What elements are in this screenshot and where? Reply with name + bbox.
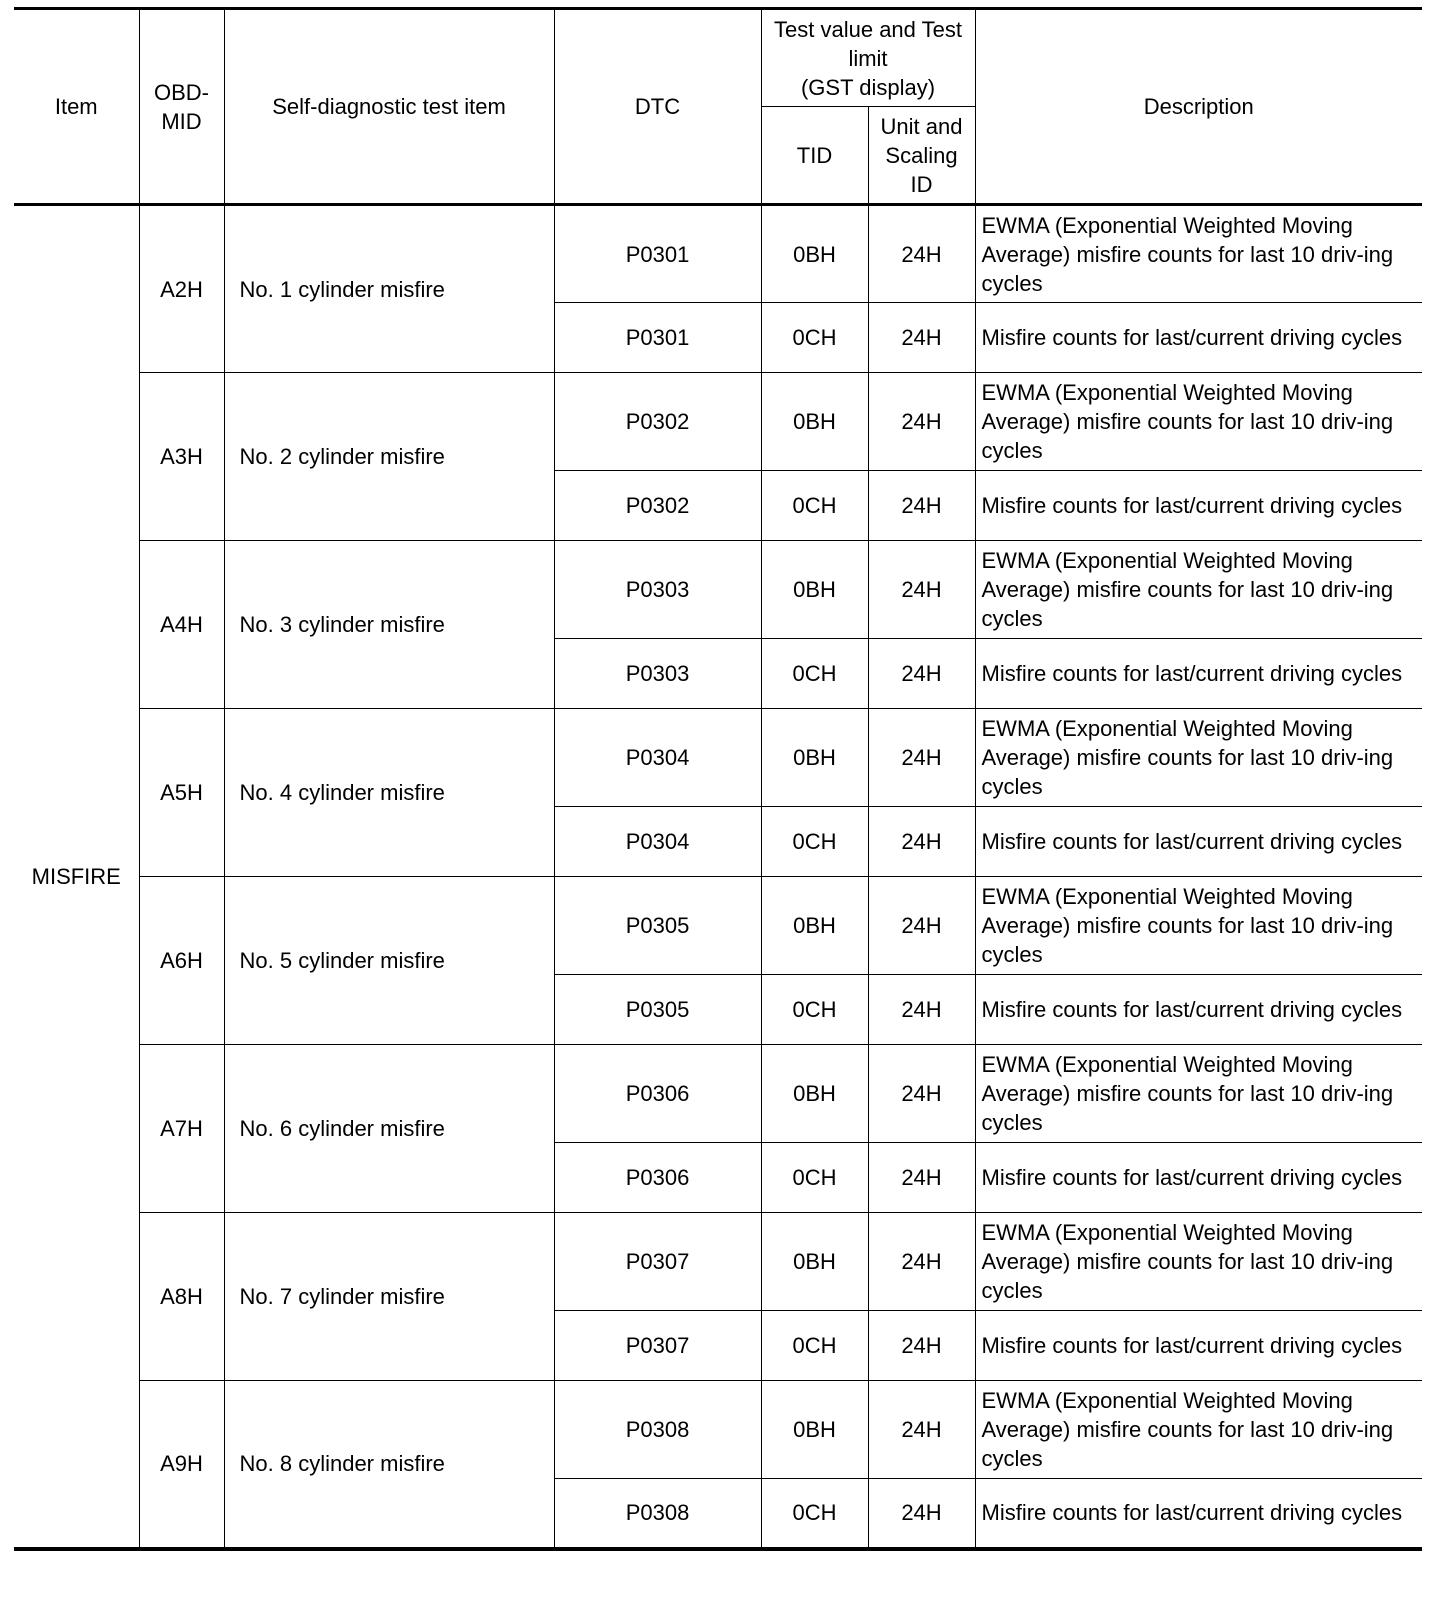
description-cell: EWMA (Exponential Weighted Moving Average) misfire counts for last 10 driv-ing cycles [975, 709, 1422, 807]
unit-scaling-cell: 24H [868, 807, 975, 877]
test-item-cell: No. 1 cylinder misfire [224, 205, 554, 373]
unit-scaling-cell: 24H [868, 975, 975, 1045]
unit-scaling-cell: 24H [868, 471, 975, 541]
table-row [14, 1045, 1422, 1143]
dtc-cell: P0305 [554, 975, 761, 1045]
item-cell: MISFIRE [14, 205, 139, 1549]
tid-cell: 0BH [761, 1213, 868, 1311]
header-item: Item [14, 9, 139, 205]
header-unit-scaling: Unit and Scaling ID [868, 107, 975, 205]
dtc-cell: P0301 [554, 303, 761, 373]
tid-cell: 0CH [761, 1311, 868, 1381]
test-item-cell: No. 3 cylinder misfire [224, 541, 554, 709]
dtc-cell: P0308 [554, 1381, 761, 1479]
description-cell: EWMA (Exponential Weighted Moving Average) misfire counts for last 10 driv-ing cycles [975, 541, 1422, 639]
dtc-cell: P0307 [554, 1213, 761, 1311]
table-row [14, 205, 1422, 303]
description-cell: EWMA (Exponential Weighted Moving Average) misfire counts for last 10 driv-ing cycles [975, 877, 1422, 975]
description-cell: Misfire counts for last/current driving cycles [975, 471, 1422, 541]
tid-cell: 0CH [761, 807, 868, 877]
unit-scaling-cell: 24H [868, 1143, 975, 1213]
obd-mid-cell: A7H [139, 1045, 224, 1213]
table-header [14, 9, 1422, 205]
tid-cell: 0BH [761, 1381, 868, 1479]
header-tid: TID [761, 107, 868, 205]
description-cell: EWMA (Exponential Weighted Moving Average) misfire counts for last 10 driv-ing cycles [975, 205, 1422, 303]
test-item-cell: No. 4 cylinder misfire [224, 709, 554, 877]
description-cell: Misfire counts for last/current driving cycles [975, 807, 1422, 877]
obd-mid-cell: A3H [139, 373, 224, 541]
unit-scaling-cell: 24H [868, 303, 975, 373]
dtc-cell: P0304 [554, 807, 761, 877]
description-cell: Misfire counts for last/current driving cycles [975, 639, 1422, 709]
table-row [14, 709, 1422, 807]
unit-scaling-cell: 24H [868, 709, 975, 807]
obd-mid-cell: A4H [139, 541, 224, 709]
dtc-cell: P0306 [554, 1143, 761, 1213]
table-row [14, 373, 1422, 471]
description-cell: Misfire counts for last/current driving cycles [975, 1311, 1422, 1381]
unit-scaling-cell: 24H [868, 373, 975, 471]
tid-cell: 0CH [761, 639, 868, 709]
table-row [14, 877, 1422, 975]
tid-cell: 0CH [761, 471, 868, 541]
unit-scaling-cell: 24H [868, 1479, 975, 1549]
tid-cell: 0BH [761, 373, 868, 471]
dtc-cell: P0302 [554, 471, 761, 541]
test-item-cell: No. 6 cylinder misfire [224, 1045, 554, 1213]
dtc-cell: P0301 [554, 205, 761, 303]
tid-cell: 0CH [761, 1143, 868, 1213]
dtc-cell: P0305 [554, 877, 761, 975]
header-dtc: DTC [554, 9, 761, 205]
description-cell: EWMA (Exponential Weighted Moving Average) misfire counts for last 10 driv-ing cycles [975, 1381, 1422, 1479]
description-cell: Misfire counts for last/current driving cycles [975, 1479, 1422, 1549]
misfire-monitor-table [14, 7, 1422, 1551]
unit-scaling-cell: 24H [868, 205, 975, 303]
tid-cell: 0BH [761, 1045, 868, 1143]
test-item-cell: No. 2 cylinder misfire [224, 373, 554, 541]
table-row [14, 1381, 1422, 1479]
description-cell: Misfire counts for last/current driving cycles [975, 975, 1422, 1045]
description-cell: EWMA (Exponential Weighted Moving Average) misfire counts for last 10 driv-ing cycles [975, 1045, 1422, 1143]
dtc-cell: P0303 [554, 639, 761, 709]
tid-cell: 0BH [761, 205, 868, 303]
table-row [14, 541, 1422, 639]
dtc-cell: P0306 [554, 1045, 761, 1143]
header-test-item: Self-diagnostic test item [224, 9, 554, 205]
dtc-cell: P0304 [554, 709, 761, 807]
test-item-cell: No. 8 cylinder misfire [224, 1381, 554, 1549]
obd-mid-cell: A5H [139, 709, 224, 877]
description-cell: Misfire counts for last/current driving cycles [975, 1143, 1422, 1213]
dtc-cell: P0308 [554, 1479, 761, 1549]
tid-cell: 0BH [761, 709, 868, 807]
tid-cell: 0BH [761, 541, 868, 639]
unit-scaling-cell: 24H [868, 877, 975, 975]
header-test-value-group: Test value and Test limit (GST display) [761, 9, 975, 107]
header-obd-mid: OBD- MID [139, 9, 224, 205]
tid-cell: 0CH [761, 1479, 868, 1549]
test-item-cell: No. 7 cylinder misfire [224, 1213, 554, 1381]
tid-cell: 0CH [761, 975, 868, 1045]
header-description: Description [975, 9, 1422, 205]
table-body [14, 205, 1422, 1549]
tid-cell: 0CH [761, 303, 868, 373]
table-row [14, 1213, 1422, 1311]
unit-scaling-cell: 24H [868, 541, 975, 639]
dtc-cell: P0302 [554, 373, 761, 471]
unit-scaling-cell: 24H [868, 1381, 975, 1479]
description-cell: EWMA (Exponential Weighted Moving Average) misfire counts for last 10 driv-ing cycles [975, 373, 1422, 471]
obd-mid-cell: A6H [139, 877, 224, 1045]
unit-scaling-cell: 24H [868, 1213, 975, 1311]
tid-cell: 0BH [761, 877, 868, 975]
dtc-cell: P0303 [554, 541, 761, 639]
description-cell: Misfire counts for last/current driving cycles [975, 303, 1422, 373]
obd-mid-cell: A9H [139, 1381, 224, 1549]
test-item-cell: No. 5 cylinder misfire [224, 877, 554, 1045]
obd-mid-cell: A2H [139, 205, 224, 373]
unit-scaling-cell: 24H [868, 639, 975, 709]
unit-scaling-cell: 24H [868, 1045, 975, 1143]
obd-mid-cell: A8H [139, 1213, 224, 1381]
description-cell: EWMA (Exponential Weighted Moving Average) misfire counts for last 10 driv-ing cycles [975, 1213, 1422, 1311]
dtc-cell: P0307 [554, 1311, 761, 1381]
unit-scaling-cell: 24H [868, 1311, 975, 1381]
